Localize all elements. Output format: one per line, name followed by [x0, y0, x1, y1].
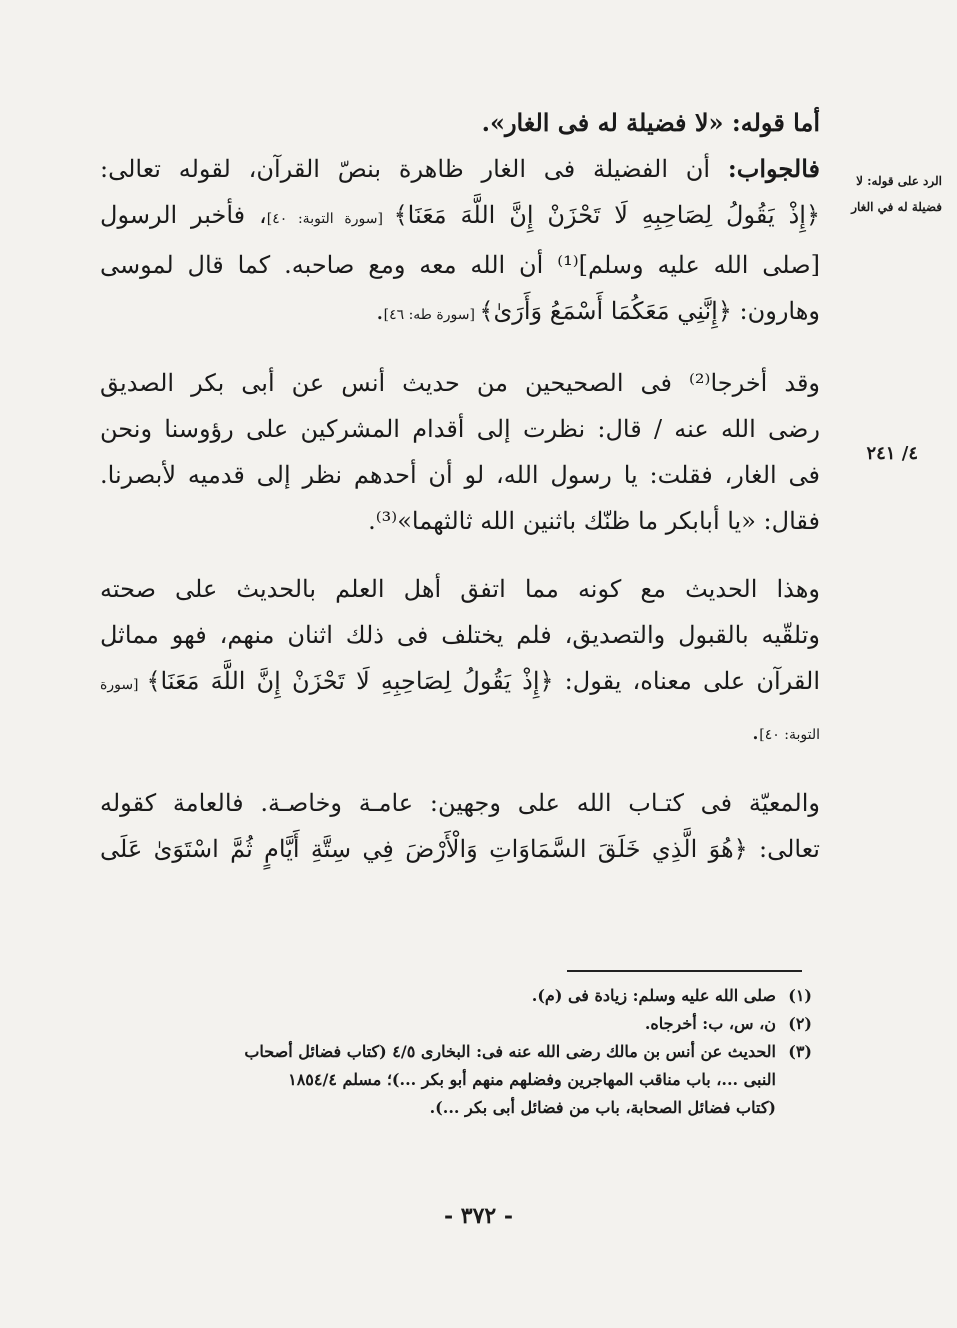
text-line [100, 146, 820, 192]
line-text: وهذا الحديث مع كونه مما اتفق أهل العلم بالحديث على صحته [100, 575, 820, 603]
line-tail: ، فأخبر الرسول [100, 201, 267, 229]
footnote-line: الحديث عن أنس بن مالك رضى الله عنه فى: البخارى ٤/٥ (كتاب فضائل أصحاب [244, 1042, 776, 1061]
footnote-line: (كتاب فضائل الصحابة، باب من فضائل أبى بكر ...). [429, 1098, 776, 1117]
page-number: - ٣٧٢ - [443, 1203, 514, 1229]
paragraph-gap [100, 338, 820, 360]
line-text: ﴿إِذْ يَقُولُ لِصَاحِبِهِ لَا تَحْزَنْ إِنَّ اللَّهَ مَعَنَا﴾ [393, 201, 820, 229]
line-text: أما قوله: «لا فضيلة له فى الغار». [481, 108, 820, 137]
text-line [100, 192, 820, 242]
line-text: أن الفضيلة فى الغار ظاهرة بنصّ القرآن، لقوله تعالى: [100, 155, 728, 183]
text-line [100, 242, 820, 288]
footnote-line: ن، س، ب: أخرجاه. [644, 1014, 776, 1033]
line-text: وهارون: ﴿إِنَّنِي مَعَكُمَا أَسْمَعُ وَأَرَىٰ﴾ [479, 297, 820, 325]
paragraph [100, 780, 820, 872]
paragraph [100, 360, 820, 544]
footnote-line: النبى ...، باب مناقب المهاجرين وفضلهم منهم أبو بكر ...)؛ مسلم ١٨٥٤/٤ [288, 1070, 776, 1089]
text-line [100, 406, 820, 452]
footnote [100, 1010, 812, 1038]
quran-reference: التوبة: ٤٠] [759, 727, 820, 743]
text-line [100, 566, 820, 612]
margin-page-reference: ٤/ ٢٤١ [866, 443, 918, 464]
paragraph [100, 566, 820, 758]
footnote-rule [567, 970, 802, 972]
line-text: فقال: «يا أبابكر ما ظنّك باثنين الله ثالثهما»⁽³⁾. [368, 507, 820, 535]
footnote-text [100, 1010, 776, 1038]
main-text [100, 100, 820, 872]
text-line [100, 360, 820, 406]
text-line [100, 498, 820, 544]
paragraph [100, 146, 820, 338]
line-text: وتلقّيه بالقبول والتصديق، فلم يختلف فى ذلك اثنان منهم، فهو مماثل [100, 621, 820, 649]
text-line [100, 452, 820, 498]
line-text: فى الغار، فقلت: يا رسول الله، لو أن أحدهم نظر إلى قدميه لأبصرنا. [100, 461, 820, 489]
text-line [100, 708, 820, 758]
footnote-line: صلى الله عليه وسلم: زيادة فى (م). [531, 986, 776, 1005]
line-tail: . [375, 297, 384, 325]
line-text: والمعيّة فى كتـاب الله على وجهين: عامـة وخاصـة. فالعامة كقوله [100, 789, 820, 817]
footnote-number: (١) [788, 986, 812, 1005]
footnote-text [100, 1038, 776, 1122]
line-text: [صلى الله عليه وسلم]⁽¹⁾ أن الله معه ومع صاحبه. كما قال لموسى [100, 251, 820, 279]
margin-note: الرد على قوله: لا فضيلة له في الغار [851, 174, 942, 214]
footnote [100, 1038, 812, 1122]
paragraph [100, 100, 820, 146]
text-line [100, 826, 820, 872]
text-line [100, 100, 820, 146]
quran-reference: [سورة التوبة: ٤٠] [266, 211, 394, 227]
text-line [100, 288, 820, 338]
text-line [100, 658, 820, 708]
footnote-number: (٣) [788, 1042, 812, 1061]
paragraph-gap [100, 758, 820, 780]
footnote-text [100, 982, 776, 1010]
line-tail: . [751, 717, 760, 745]
footnote [100, 982, 812, 1010]
text-line [100, 612, 820, 658]
footnotes [100, 982, 812, 1122]
footnote-number: (٢) [788, 1014, 812, 1033]
line-text: القرآن على معناه، يقول: ﴿إِذْ يَقُولُ لِصَاحِبِهِ لَا تَحْزَنْ إِنَّ اللَّهَ مَعَنَا﴾ [146, 667, 820, 695]
text-line [100, 780, 820, 826]
paragraph-gap [100, 544, 820, 566]
quran-reference: [سورة [100, 677, 147, 693]
lead-word: فالجواب: [727, 154, 820, 183]
line-text: تعالى: ﴿هُوَ الَّذِي خَلَقَ السَّمَاوَاتِ وَالْأَرْضَ فِي سِتَّةِ أَيَّامٍ ثُمَّ اسْتَوَىٰ عَلَى [100, 835, 820, 863]
quran-reference: [سورة طه: ٤٦] [383, 307, 480, 323]
line-text: رضى الله عنه / قال: نظرت إلى أقدام المشركين على رؤوسنا ونحن [100, 415, 820, 443]
line-text: وقد أخرجا⁽²⁾ فى الصحيحين من حديث أنس عن أبى بكر الصديق [100, 369, 820, 397]
